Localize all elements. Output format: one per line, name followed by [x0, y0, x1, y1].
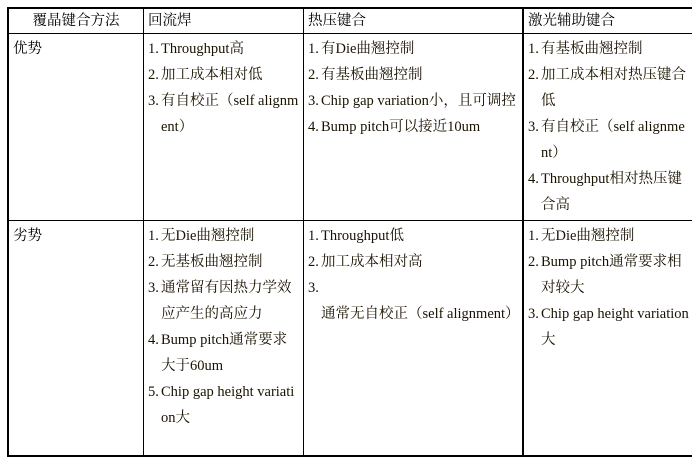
row-label-advantages: 优势: [8, 34, 144, 221]
item-number: 4.: [528, 171, 539, 187]
item-text: 加工成本相对高: [321, 254, 423, 270]
header-laser-assisted: 激光辅助键合: [523, 8, 692, 34]
item-number: 1.: [308, 41, 319, 57]
item-text: Bump pitch可以接近10um: [321, 119, 481, 135]
item-number: 1.: [148, 41, 159, 57]
list-item: [148, 249, 299, 275]
item-text: 有基板曲翘控制: [541, 41, 643, 57]
item-number: 3.: [528, 119, 539, 135]
list-item: [308, 36, 518, 62]
cell-reflow-advantages: [144, 34, 304, 221]
list-item: [528, 223, 690, 249]
item-list: [308, 223, 518, 327]
disadvantages-row: [8, 221, 692, 457]
advantages-row: [8, 34, 692, 221]
item-list: [528, 36, 690, 218]
header-thermocompression: 热压键合: [304, 8, 524, 34]
item-list: [528, 223, 690, 353]
item-list: [148, 36, 299, 140]
item-text: Throughput相对热压键合高: [541, 171, 682, 213]
item-number: 3.: [148, 280, 159, 296]
item-number: 1.: [148, 228, 159, 244]
flip-chip-bonding-comparison-table: [7, 7, 692, 457]
list-item: [148, 379, 299, 431]
item-number: 1.: [528, 41, 539, 57]
list-item: [148, 88, 299, 140]
item-text: Chip gap height variation大: [161, 384, 295, 426]
item-text: Bump pitch通常要求大于60um: [161, 332, 288, 374]
list-item: [308, 223, 518, 249]
item-text: 无Die曲翘控制: [161, 228, 255, 244]
header-method: 覆晶键合方法: [8, 8, 144, 34]
list-item: [528, 114, 690, 166]
list-item: [308, 88, 518, 114]
item-text: 无基板曲翘控制: [161, 254, 263, 270]
item-text: Bump pitch通常要求相对较大: [541, 254, 682, 296]
cell-reflow-disadvantages: [144, 221, 304, 457]
list-item: [148, 327, 299, 379]
item-number: 3.: [308, 280, 319, 296]
cell-laser-assisted-disadvantages: [523, 221, 692, 457]
item-number: 3.: [308, 93, 319, 109]
item-text: Throughput低: [321, 228, 404, 244]
item-number: 2.: [528, 67, 539, 83]
item-number: 4.: [308, 119, 319, 135]
list-item: [308, 62, 518, 88]
item-text: Chip gap variation小，且可调控: [321, 93, 516, 109]
cell-laser-assisted-advantages: [523, 34, 692, 221]
item-text: 加工成本相对低: [161, 67, 263, 83]
list-item: [148, 62, 299, 88]
cell-thermocompression-disadvantages: [304, 221, 524, 457]
item-text: 有自校正（self alignment）: [161, 93, 299, 135]
item-number: 2.: [148, 254, 159, 270]
item-list: [308, 36, 518, 140]
item-text: 通常留有因热力学效应产生的高应力: [161, 280, 292, 322]
item-number: 3.: [528, 306, 539, 322]
list-item: [148, 36, 299, 62]
list-item: [148, 223, 299, 249]
item-number: 2.: [308, 254, 319, 270]
item-number: 3.: [148, 93, 159, 109]
list-item: [528, 301, 690, 353]
item-text: 通常无自校正（self alignment）: [321, 306, 520, 322]
row-label-disadvantages: 劣势: [8, 221, 144, 457]
item-text: 有Die曲翘控制: [321, 41, 415, 57]
list-item: [308, 249, 518, 275]
header-row: [8, 8, 692, 34]
item-text: 无Die曲翘控制: [541, 228, 635, 244]
item-number: 1.: [528, 228, 539, 244]
item-number: 2.: [528, 254, 539, 270]
item-number: 1.: [308, 228, 319, 244]
cell-thermocompression-advantages: [304, 34, 524, 221]
list-item: [528, 36, 690, 62]
list-item: [528, 249, 690, 301]
item-text: Chip gap height variation大: [541, 306, 689, 348]
item-text: 有基板曲翘控制: [321, 67, 423, 83]
list-item: [528, 166, 690, 218]
item-text: 有自校正（self alignment）: [541, 119, 685, 161]
header-reflow: 回流焊: [144, 8, 304, 34]
item-text: Throughput高: [161, 41, 244, 57]
item-number: 5.: [148, 384, 159, 400]
list-item: [528, 62, 690, 114]
list-item: [308, 275, 518, 327]
list-item: [308, 114, 518, 140]
item-list: [148, 223, 299, 431]
item-text: 加工成本相对热压键合低: [541, 67, 686, 109]
item-number: 2.: [308, 67, 319, 83]
item-number: 2.: [148, 67, 159, 83]
item-number: 4.: [148, 332, 159, 348]
list-item: [148, 275, 299, 327]
